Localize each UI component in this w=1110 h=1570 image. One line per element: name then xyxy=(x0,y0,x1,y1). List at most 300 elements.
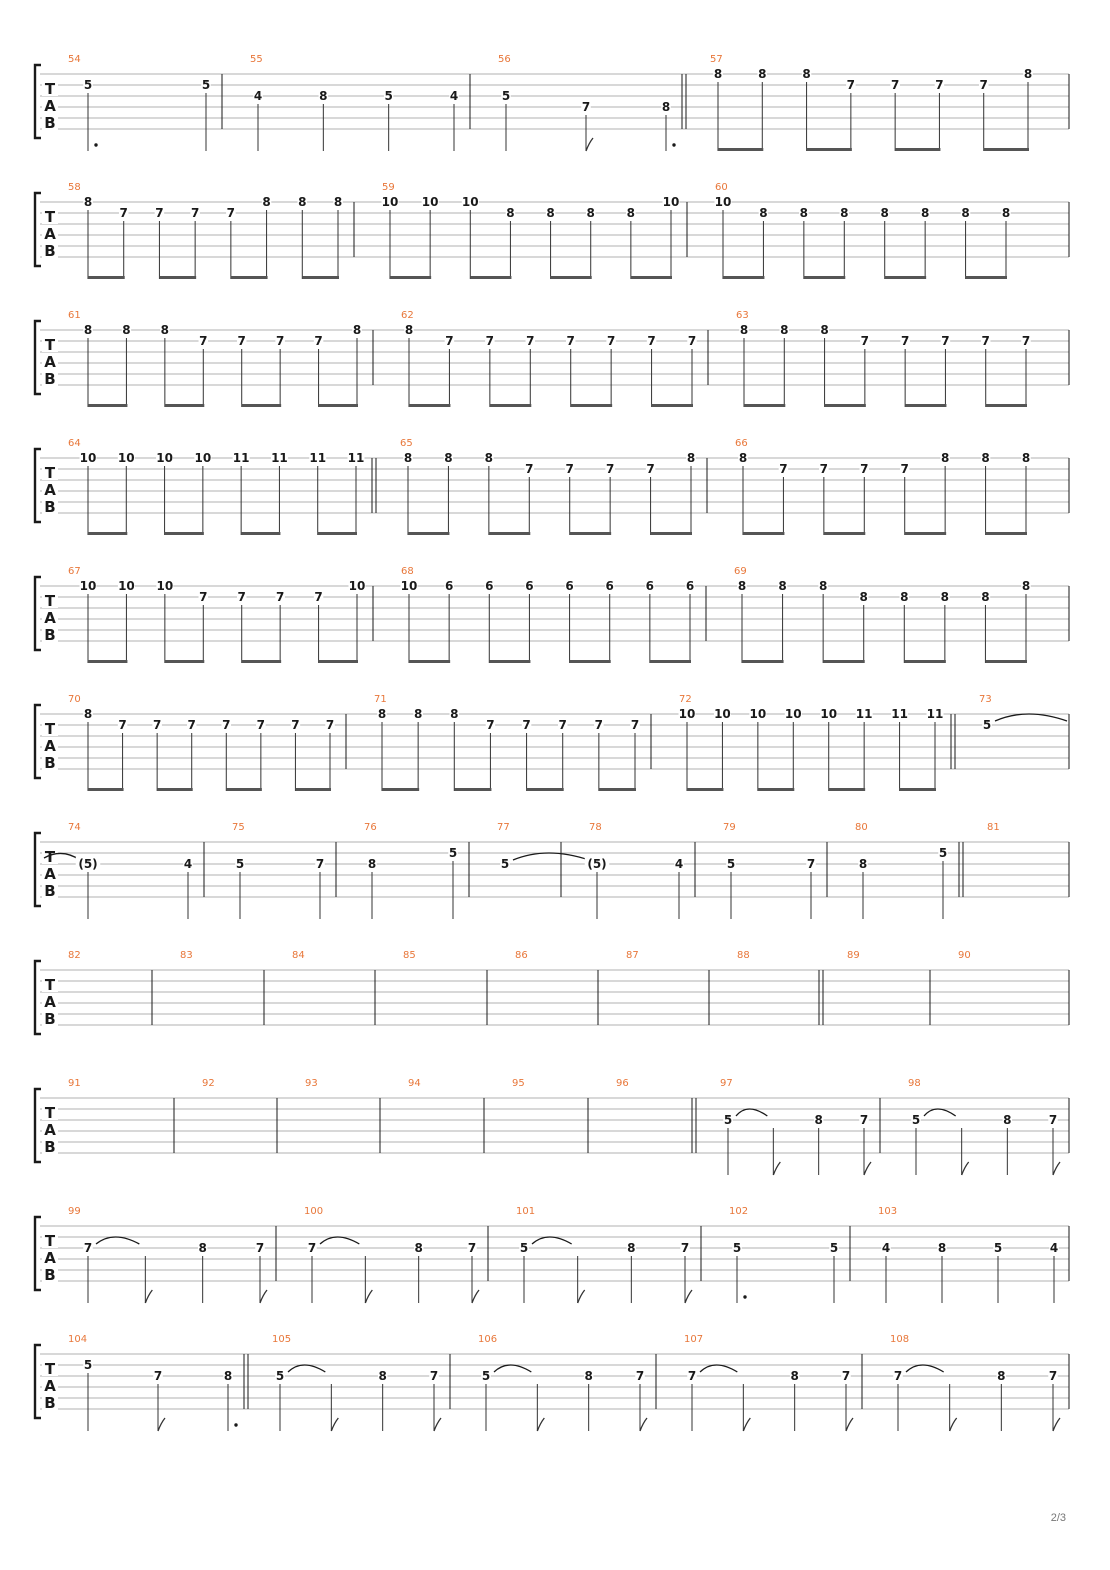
beam xyxy=(231,276,268,279)
note-flag xyxy=(537,1418,544,1431)
fret-number: 5 xyxy=(911,1113,921,1127)
fret-number: 7 xyxy=(190,206,200,220)
tie-arc xyxy=(494,1365,531,1372)
fret-number: 8 xyxy=(484,451,494,465)
measure-number: 105 xyxy=(272,1334,292,1345)
fret-number: 8 xyxy=(546,206,555,220)
tab-clef-letter: A xyxy=(44,609,56,627)
fret-number: 4 xyxy=(449,89,459,103)
fret-number: 11 xyxy=(926,707,944,721)
fret-number: 8 xyxy=(584,1369,593,1383)
fret-number: 6 xyxy=(645,579,655,593)
beam xyxy=(551,276,592,279)
fret-number: 5 xyxy=(501,89,511,103)
system-bracket xyxy=(35,577,41,650)
measure-number: 68 xyxy=(401,566,414,577)
fret-number: 8 xyxy=(83,195,93,209)
beam xyxy=(409,660,450,663)
measure-number: 97 xyxy=(720,1078,733,1089)
fret-number: 8 xyxy=(840,206,849,220)
fret-number: 7 xyxy=(819,462,829,476)
measure-number: 61 xyxy=(68,310,81,321)
beam xyxy=(157,788,193,791)
tab-clef-letter: A xyxy=(44,993,56,1011)
fret-number: 6 xyxy=(444,579,454,593)
fret-number: 7 xyxy=(630,718,640,732)
fret-number: 5 xyxy=(83,1358,93,1372)
measure-number: 81 xyxy=(987,822,1000,833)
beam xyxy=(652,404,693,407)
system-bracket xyxy=(35,1217,41,1290)
tab-clef-letter: T xyxy=(44,848,56,866)
fret-number: 10 xyxy=(678,707,696,721)
measure-number: 99 xyxy=(68,1206,81,1217)
fret-number: 4 xyxy=(1049,1241,1059,1255)
measure-number: 72 xyxy=(679,694,692,705)
note-flag xyxy=(864,1162,871,1175)
tab-clef-letter: T xyxy=(44,976,56,994)
beam xyxy=(718,148,763,151)
fret-number: 10 xyxy=(79,579,97,593)
fret-number: 5 xyxy=(732,1241,742,1255)
fret-number: 11 xyxy=(855,707,873,721)
measure-number: 87 xyxy=(626,950,639,961)
fret-number: 7 xyxy=(900,334,910,348)
fret-number: 8 xyxy=(1023,67,1033,81)
fret-number: 8 xyxy=(814,1113,823,1127)
fret-number: 10 xyxy=(400,579,418,593)
fret-number: 8 xyxy=(713,67,723,81)
tab-clef-letter: T xyxy=(44,336,56,354)
measure-number: 94 xyxy=(408,1078,421,1089)
beam xyxy=(904,660,946,663)
fret-number: 8 xyxy=(1021,579,1031,593)
fret-number: 11 xyxy=(232,451,250,465)
fret-number: 7 xyxy=(893,1369,903,1383)
measure-number: 71 xyxy=(374,694,387,705)
system-bracket xyxy=(35,193,41,266)
beam xyxy=(804,276,845,279)
fret-number: 8 xyxy=(981,451,990,465)
fret-number: 7 xyxy=(565,462,574,476)
fret-number: 7 xyxy=(314,590,323,604)
fret-number: 8 xyxy=(223,1369,233,1383)
fret-number: 7 xyxy=(255,1241,265,1255)
measure-number: 79 xyxy=(723,822,736,833)
tab-clef-letter: A xyxy=(44,737,56,755)
fret-number: 11 xyxy=(891,707,908,721)
fret-number: 7 xyxy=(237,334,246,348)
measure-number: 108 xyxy=(890,1334,910,1345)
fret-number: 7 xyxy=(152,718,162,732)
fret-number: 7 xyxy=(1048,1113,1058,1127)
fret-number: 10 xyxy=(421,195,439,209)
measure-number: 88 xyxy=(737,950,750,961)
beam xyxy=(408,532,449,535)
beam xyxy=(807,148,852,151)
fret-number: 6 xyxy=(685,579,695,593)
measure-number: 78 xyxy=(589,822,602,833)
fret-number: 7 xyxy=(525,462,534,476)
beam xyxy=(758,788,794,791)
fret-number: 10 xyxy=(714,707,731,721)
tie-arc xyxy=(532,1237,572,1244)
tie-arc xyxy=(96,1237,139,1244)
tab-clef-letter: T xyxy=(44,1360,56,1378)
measure-number: 106 xyxy=(478,1334,498,1345)
fret-number: 7 xyxy=(1048,1369,1058,1383)
fret-number: 10 xyxy=(348,579,366,593)
note-flag xyxy=(743,1418,750,1431)
fret-number: 8 xyxy=(83,323,93,337)
fret-number: 7 xyxy=(860,462,869,476)
fret-number: 8 xyxy=(450,707,459,721)
fret-number: 7 xyxy=(307,1241,317,1255)
beam xyxy=(570,660,611,663)
fret-number: 8 xyxy=(738,451,748,465)
measure-number: 83 xyxy=(180,950,193,961)
fret-number: 8 xyxy=(626,206,636,220)
fret-number: 7 xyxy=(119,206,128,220)
tab-clef-letter: A xyxy=(44,97,56,115)
system-bracket xyxy=(35,833,41,906)
fret-number: 7 xyxy=(935,78,944,92)
fret-number: 7 xyxy=(291,718,300,732)
beam xyxy=(318,532,357,535)
fret-number: 7 xyxy=(237,590,246,604)
beam xyxy=(490,404,531,407)
measure-number: 67 xyxy=(68,566,81,577)
note-flag xyxy=(586,138,593,151)
measure-number: 59 xyxy=(382,182,395,193)
fret-number: 8 xyxy=(780,323,789,337)
fret-number: 7 xyxy=(187,718,196,732)
tab-clef-letter: B xyxy=(44,882,56,900)
fret-number: 10 xyxy=(749,707,767,721)
note-flag xyxy=(1053,1418,1060,1431)
fret-number: 5 xyxy=(275,1369,285,1383)
beam xyxy=(829,788,865,791)
fret-number: 7 xyxy=(680,1241,690,1255)
beam xyxy=(650,660,691,663)
measure-number: 104 xyxy=(68,1334,88,1345)
beam xyxy=(319,660,358,663)
fret-number: 5 xyxy=(481,1369,491,1383)
tie-arc xyxy=(320,1237,359,1244)
note-flag xyxy=(1053,1162,1060,1175)
fret-number: 7 xyxy=(890,78,900,92)
fret-number: 5 xyxy=(500,857,510,871)
measure-number: 89 xyxy=(847,950,860,961)
fret-number: 10 xyxy=(714,195,732,209)
tie-arc xyxy=(700,1365,737,1372)
fret-number: 7 xyxy=(1021,334,1031,348)
measure-number: 103 xyxy=(878,1206,898,1217)
fret-number: 8 xyxy=(758,67,767,81)
measure-number: 73 xyxy=(979,694,992,705)
fret-number: 7 xyxy=(646,462,655,476)
fret-number: 7 xyxy=(467,1241,477,1255)
beam xyxy=(651,532,692,535)
fret-number: 8 xyxy=(83,707,93,721)
measure-number: 63 xyxy=(736,310,749,321)
beam xyxy=(470,276,511,279)
fret-number: 8 xyxy=(818,579,828,593)
augmentation-dot xyxy=(94,143,97,146)
measure-number: 84 xyxy=(292,950,305,961)
fret-number: 8 xyxy=(661,100,671,114)
beam xyxy=(825,404,866,407)
tab-clef-letter: B xyxy=(44,1138,56,1156)
measure-number: 107 xyxy=(684,1334,704,1345)
tie-arc xyxy=(736,1109,767,1116)
beam xyxy=(631,276,672,279)
fret-number: 10 xyxy=(118,579,135,593)
fret-number: 5 xyxy=(938,846,948,860)
fret-number: 7 xyxy=(485,334,495,348)
fret-number: 8 xyxy=(859,590,868,604)
fret-number: 8 xyxy=(586,206,595,220)
fret-number: 8 xyxy=(414,1241,423,1255)
fret-number: 7 xyxy=(155,206,164,220)
fret-number: 6 xyxy=(565,579,574,593)
beam xyxy=(984,148,1029,151)
fret-number: 5 xyxy=(726,857,736,871)
measure-number: 65 xyxy=(400,438,413,449)
fret-number: 7 xyxy=(153,1369,163,1383)
measure-number: 95 xyxy=(512,1078,525,1089)
note-flag xyxy=(331,1418,338,1431)
fret-number: 8 xyxy=(404,323,414,337)
beam xyxy=(895,148,940,151)
note-flag xyxy=(846,1418,853,1431)
fret-number: 8 xyxy=(981,590,990,604)
fret-number: 8 xyxy=(759,206,768,220)
tab-clef-letter: B xyxy=(44,626,56,644)
beam xyxy=(302,276,339,279)
system-bracket xyxy=(35,321,41,394)
fret-number: 8 xyxy=(880,206,889,220)
tab-clef-letter: A xyxy=(44,1121,56,1139)
fret-number: 8 xyxy=(160,323,170,337)
beam xyxy=(599,788,636,791)
tab-clef-letter: A xyxy=(44,865,56,883)
fret-number: 7 xyxy=(522,718,531,732)
fret-number: 7 xyxy=(900,462,909,476)
note-flag xyxy=(434,1418,441,1431)
tab-clef-letter: A xyxy=(44,1377,56,1395)
fret-number: 4 xyxy=(253,89,263,103)
measure-number: 56 xyxy=(498,54,511,65)
note-flag xyxy=(962,1162,969,1175)
beam xyxy=(165,532,204,535)
fret-number: 5 xyxy=(83,78,93,92)
fret-number: 10 xyxy=(156,451,173,465)
fret-number: 7 xyxy=(635,1369,645,1383)
beam xyxy=(571,404,612,407)
fret-number: 7 xyxy=(275,334,285,348)
system-bracket xyxy=(35,65,41,138)
tab-clef-letter: B xyxy=(44,1266,56,1284)
fret-number: 7 xyxy=(256,718,266,732)
fret-number: 7 xyxy=(841,1369,851,1383)
note-flag xyxy=(578,1290,585,1303)
fret-number: 8 xyxy=(937,1241,947,1255)
fret-number: 5 xyxy=(235,857,245,871)
fret-number: 8 xyxy=(1003,1113,1012,1127)
measure-number: 98 xyxy=(908,1078,921,1089)
tab-clef-letter: A xyxy=(44,353,56,371)
tab-clef-letter: T xyxy=(44,1232,56,1250)
fret-number: 7 xyxy=(486,718,495,732)
fret-number: 7 xyxy=(859,1113,869,1127)
note-flag xyxy=(773,1162,780,1175)
beam xyxy=(226,788,262,791)
fret-number: (5) xyxy=(78,857,98,871)
fret-number: 8 xyxy=(820,323,829,337)
fret-number: 8 xyxy=(122,323,131,337)
fret-number: 5 xyxy=(993,1241,1003,1255)
fret-number: 4 xyxy=(881,1241,891,1255)
fret-number: 6 xyxy=(485,579,494,593)
fret-number: 7 xyxy=(226,206,236,220)
fret-number: 8 xyxy=(377,707,387,721)
fret-number: 10 xyxy=(820,707,838,721)
beam xyxy=(382,788,419,791)
measure-number: 101 xyxy=(516,1206,536,1217)
fret-number: 7 xyxy=(275,590,285,604)
fret-number: 7 xyxy=(687,334,697,348)
beam xyxy=(409,404,450,407)
fret-number: (5) xyxy=(587,857,607,871)
fret-number: 8 xyxy=(378,1369,387,1383)
fret-number: 7 xyxy=(314,334,323,348)
measure-number: 77 xyxy=(497,822,510,833)
augmentation-dot xyxy=(234,1423,237,1426)
measure-number: 82 xyxy=(68,950,81,961)
fret-number: 7 xyxy=(566,334,575,348)
fret-number: 8 xyxy=(333,195,343,209)
augmentation-dot xyxy=(743,1295,746,1298)
measure-number: 58 xyxy=(68,182,81,193)
note-flag xyxy=(260,1290,267,1303)
beam xyxy=(165,660,204,663)
fret-number: 8 xyxy=(506,206,515,220)
fret-number: 7 xyxy=(429,1369,439,1383)
fret-number: 7 xyxy=(526,334,535,348)
beam xyxy=(88,404,127,407)
fret-number: 7 xyxy=(199,334,208,348)
fret-number: 7 xyxy=(806,857,816,871)
fret-number: 8 xyxy=(961,206,970,220)
measure-number: 96 xyxy=(616,1078,629,1089)
measure-number: 55 xyxy=(250,54,263,65)
measure-number: 92 xyxy=(202,1078,215,1089)
fret-number: 7 xyxy=(325,718,335,732)
fret-number: 7 xyxy=(558,718,567,732)
beam xyxy=(905,532,946,535)
system-bracket xyxy=(35,705,41,778)
fret-number: 8 xyxy=(403,451,413,465)
system-bracket xyxy=(35,1089,41,1162)
tab-clef-letter: B xyxy=(44,754,56,772)
fret-number: 8 xyxy=(997,1369,1006,1383)
measure-number: 60 xyxy=(715,182,728,193)
fret-number: 8 xyxy=(262,195,271,209)
fret-number: 8 xyxy=(319,89,328,103)
fret-number: 11 xyxy=(347,451,365,465)
measure-number: 80 xyxy=(855,822,868,833)
fret-number: 8 xyxy=(737,579,747,593)
fret-number: 7 xyxy=(687,1369,697,1383)
tab-clef-letter: A xyxy=(44,481,56,499)
measure-number: 85 xyxy=(403,950,416,961)
note-flag xyxy=(145,1290,152,1303)
fret-number: 7 xyxy=(647,334,656,348)
fret-number: 10 xyxy=(79,451,97,465)
tie-arc xyxy=(288,1365,325,1372)
tab-clef-letter: T xyxy=(44,592,56,610)
fret-number: 8 xyxy=(298,195,307,209)
fret-number: 7 xyxy=(605,462,615,476)
fret-number: 8 xyxy=(739,323,749,337)
tab-clef-letter: T xyxy=(44,1104,56,1122)
fret-number: 8 xyxy=(799,206,809,220)
fret-number: 8 xyxy=(858,857,868,871)
system-bracket xyxy=(35,1345,41,1418)
beam xyxy=(159,276,196,279)
fret-number: 5 xyxy=(829,1241,839,1255)
measure-number: 54 xyxy=(68,54,81,65)
beam xyxy=(241,532,280,535)
beam xyxy=(527,788,564,791)
fret-number: 5 xyxy=(519,1241,529,1255)
beam xyxy=(295,788,331,791)
tie-arc xyxy=(995,714,1067,721)
beam xyxy=(742,660,784,663)
fret-number: 7 xyxy=(846,78,856,92)
page-number: 2/3 xyxy=(1050,1512,1066,1524)
note-flag xyxy=(158,1418,165,1431)
measure-number: 57 xyxy=(710,54,723,65)
fret-number: 6 xyxy=(525,579,534,593)
measure-number: 93 xyxy=(305,1078,318,1089)
fret-number: 7 xyxy=(979,78,988,92)
system-bracket xyxy=(35,961,41,1034)
tie-arc xyxy=(513,853,589,860)
fret-number: 10 xyxy=(461,195,479,209)
beam xyxy=(165,404,204,407)
tab-clef-letter: T xyxy=(44,80,56,98)
fret-number: 8 xyxy=(444,451,453,465)
fret-number: 8 xyxy=(790,1369,799,1383)
beam xyxy=(454,788,491,791)
beam xyxy=(319,404,358,407)
tab-clef-letter: T xyxy=(44,464,56,482)
fret-number: 4 xyxy=(674,857,684,871)
beam xyxy=(88,276,125,279)
beam xyxy=(242,660,281,663)
fret-number: 7 xyxy=(445,334,454,348)
measure-number: 70 xyxy=(68,694,81,705)
beam xyxy=(744,404,785,407)
measure-number: 64 xyxy=(68,438,81,449)
fret-number: 7 xyxy=(779,462,788,476)
tab-clef-letter: T xyxy=(44,720,56,738)
fret-number: 7 xyxy=(594,718,604,732)
beam xyxy=(985,660,1027,663)
beam xyxy=(489,660,530,663)
